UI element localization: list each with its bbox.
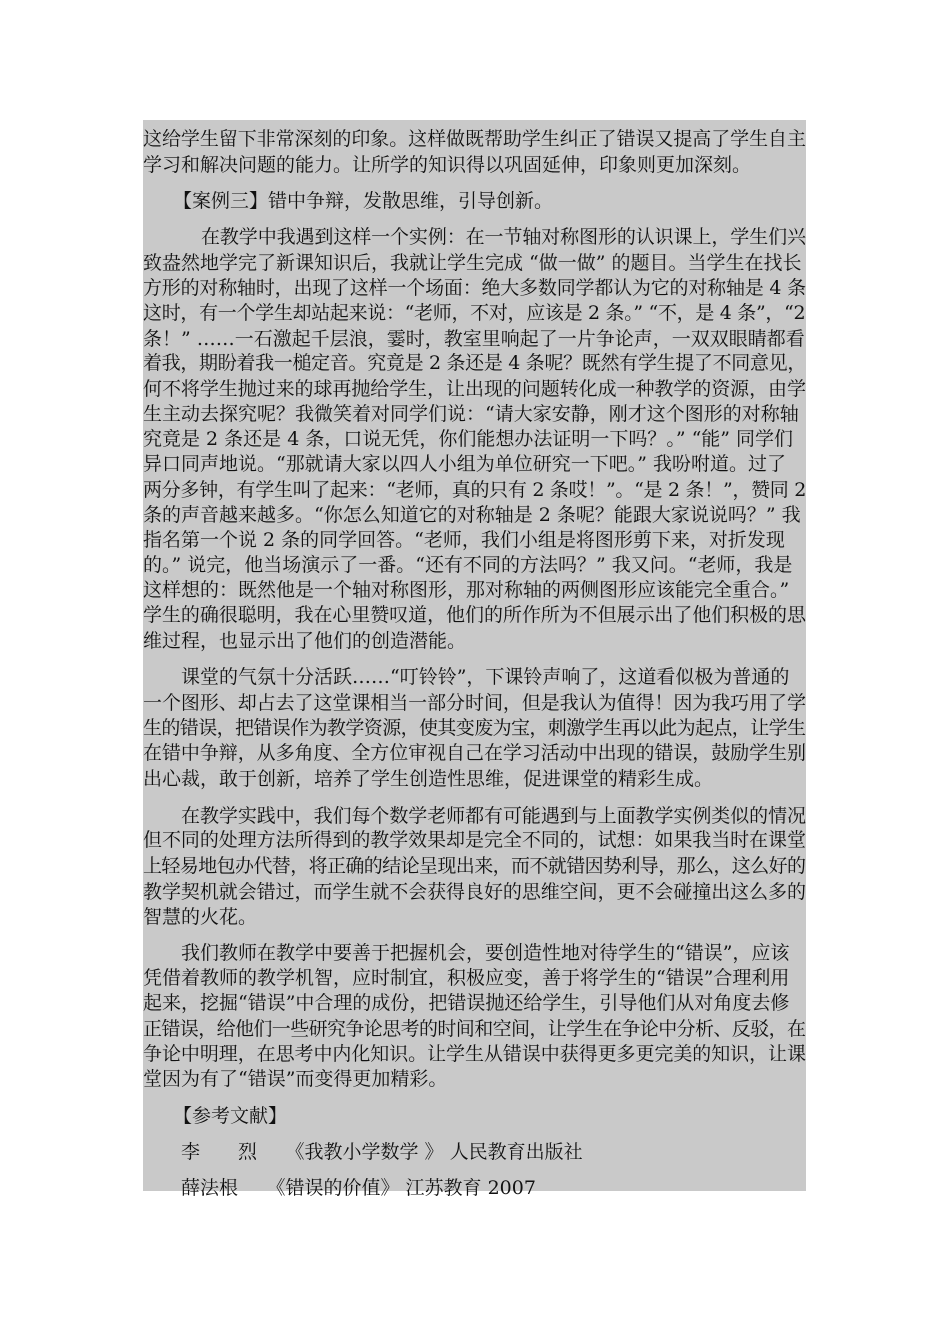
p1-line: 致盎然地学完了新课知识后，我就让学生完成 “做一做” 的题目。当学生在找长 [143,252,802,274]
p1-line: 方形的对称轴时，出现了这样一个场面：绝大多数同学都认为它的对称轴是 4 条 [143,277,806,299]
p3-line: 教学契机就会错过，而学生就不会获得良好的思维空间，更不会碰撞出这么多的 [143,881,806,903]
p1-line: 异口同声地说。“那就请大家以四人小组为单位研究一下吧。” 我吩咐道。过了 [143,453,786,475]
p1-line: 两分多钟，有学生叫了起来：“老师，真的只有 2 条哎！”。“是 2 条！”，赞同 2 [143,479,807,501]
p4-line: 凭借着教师的教学机智，应时制宜，积极应变，善于将学生的“错误”合理利用 [143,967,790,989]
p4-line: 起来，挖掘“错误”中合理的成份，把错误抛还给学生，引导他们从对角度去修 [143,992,790,1014]
ref1-line: 李 烈 《我教小学数学 》 人民教育出版社 [181,1141,583,1163]
p1-line: 的。” 说完，他当场演示了一番。“还有不同的方法吗？” 我又问。“老师，我是 [143,554,793,576]
p0-line: 这给学生留下非常深刻的印象。这样做既帮助学生纠正了错误又提高了学生自主 [143,128,806,150]
p3-line: 但不同的处理方法所得到的教学效果却是完全不同的，试想：如果我当时在课堂 [143,829,806,851]
p1-line: 条的声音越来越多。“你怎么知道它的对称轴是 2 条呢？能跟大家说说吗？” 我 [143,504,801,526]
p4-line: 我们教师在教学中要善于把握机会，要创造性地对待学生的“错误”，应该 [181,942,790,964]
p1-line: 究竟是 2 条还是 4 条，口说无凭，你们能想办法证明一下吗？。” “能” 同学们 [143,428,794,450]
p2-line: 课堂的气氛十分活跃……“叮铃铃”，下课铃声响了，这道看似极为普通的 [181,666,790,688]
p1-line: 这时，有一个学生却站起来说：“老师，不对，应该是 2 条。” “不，是 4 条”，“2 [143,302,806,324]
p1-line: 在教学中我遇到这样一个实例：在一节轴对称图形的认识课上，学生们兴 [201,226,806,248]
refs-heading-line: 【参考文献】 [173,1105,288,1127]
p1-line: 学生的确很聪明，我在心里赞叹道，他们的所作所为不但展示出了他们积极的思 [143,604,806,626]
document-page [143,120,807,1199]
p3-line: 上轻易地包办代替，将正确的结论呈现出来，而不就错因势利导，那么，这么好的 [143,855,806,877]
p1-line: 何不将学生抛过来的球再抛给学生，让出现的问题转化成一种教学的资源，由学 [143,378,806,400]
p4-line: 争论中明理，在思考中内化知识。让学生从错误中获得更多更完美的知识，让课 [143,1043,806,1065]
p2-line: 在错中争辩，从多角度、全方位审视自己在学习活动中出现的错误，鼓励学生别 [143,742,806,764]
p3-line: 在教学实践中，我们每个数学老师都有可能遇到与上面教学实例类似的情况 [181,805,806,827]
p1-line: 这样想的：既然他是一个轴对称图形，那对称轴的两侧图形应该能完全重合。” [143,579,790,601]
p2-line: 出心裁，敢于创新，培养了学生创造性思维，促进课堂的精彩生成。 [143,768,714,790]
p1-line: 维过程，也显示出了他们的创造潜能。 [143,630,467,652]
p4-line: 正错误，给他们一些研究争论思考的时间和空间，让学生在争论中分析、反驳，在 [143,1018,806,1040]
p2-line: 生的错误，把错误作为教学资源，使其变废为宝，刺激学生再以此为起点，让学生 [143,717,806,739]
p1-line: 生主动去探究呢？我微笑着对同学们说：“请大家安静，刚才这个图形的对称轴 [143,403,799,425]
p2-line: 一个图形、却占去了这堂课相当一部分时间，但是我认为值得！因为我巧用了学 [143,692,806,714]
p0-line: 学习和解决问题的能力。让所学的知识得以巩固延伸，印象则更加深刻。 [143,154,752,176]
p1-line: 条！” ……一石激起千层浪，霎时，教室里响起了一片争论声，一双双眼睛都看 [143,328,805,350]
p1-line: 指名第一个说 2 条的同学回答。“老师，我们小组是将图形剪下来，对折发现 [143,529,785,551]
p4-line: 堂因为有了“错误”而变得更加精彩。 [143,1068,448,1090]
ref2-line: 薛法根 《错误的价值》 江苏教育 2007 [181,1177,536,1199]
h1-line: 【案例三】错中争辩，发散思维，引导创新。 [173,190,554,212]
p3-line: 智慧的火花。 [143,906,258,928]
p1-line: 着我，期盼着我一槌定音。究竟是 2 条还是 4 条呢？既然有学生提了不同意见， [143,352,807,374]
